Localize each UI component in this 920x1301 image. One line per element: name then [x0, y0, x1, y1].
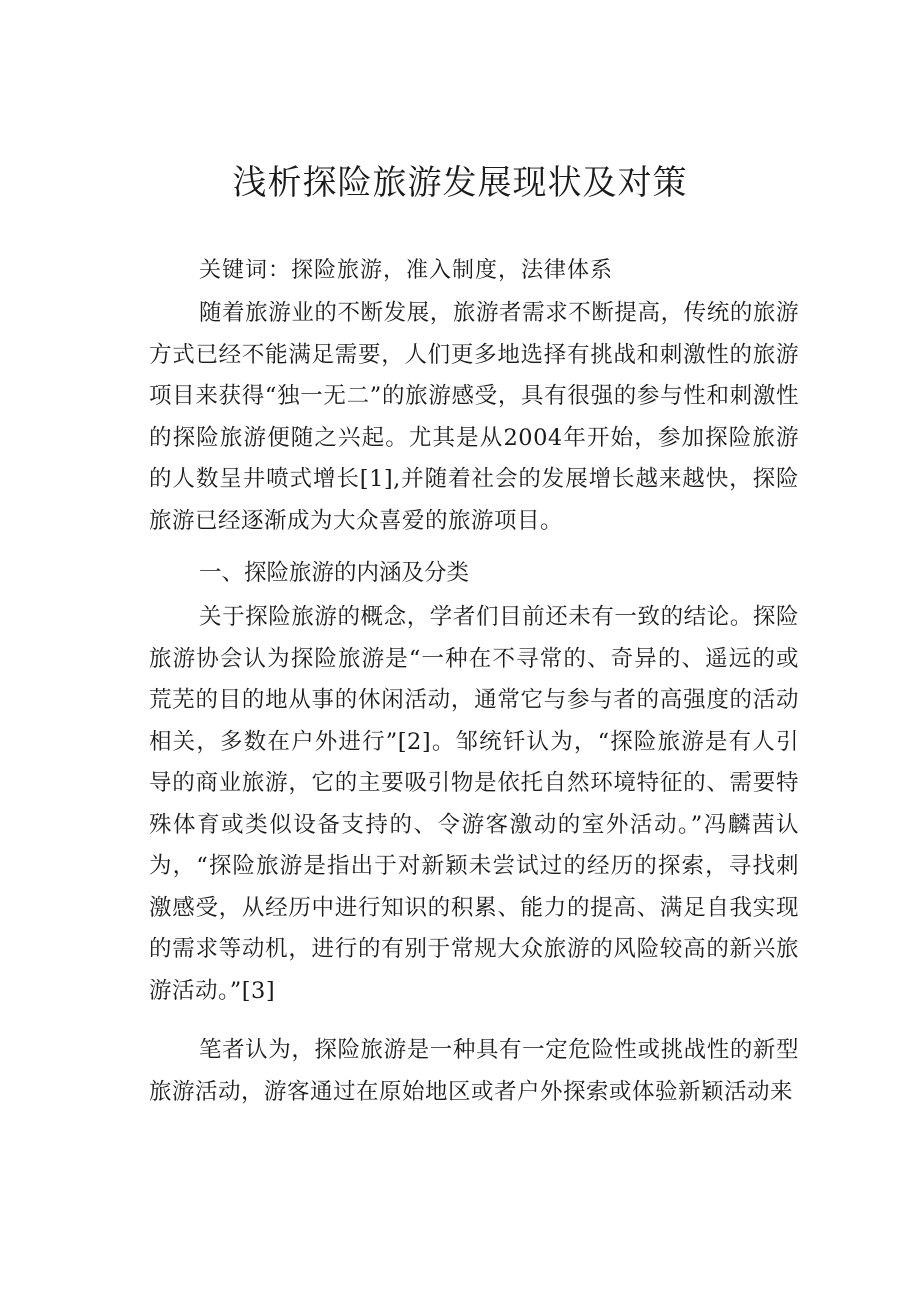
- document-title: 浅析探险旅游发展现状及对策: [232, 163, 688, 203]
- intro-paragraph: 随着旅游业的不断发展，旅游者需求不断提高，传统的旅游方式已经不能满足需要，人们更多地选择有挑战和刺激性的旅游项目来获得“独一无二”的旅游感受，具有很强的参与性和刺激性的探险旅游便随之兴起。尤其是从2004年开始，参加探险旅游的人数呈井喷式增长[1],并随着社会的发展增长越来越快，探险旅游已经逐渐成为大众喜爱的旅游项目。: [149, 300, 799, 534]
- keywords-line: 关键词：探险旅游，准入制度，法律体系: [199, 258, 614, 283]
- definition-paragraph: 关于探险旅游的概念，学者们目前还未有一致的结论。探险旅游协会认为探险旅游是“一种在不寻常的、奇异的、遥远的或荒芜的目的地从事的休闲活动，通常它与参与者的高强度的活动相关，多数在户外进行”[2]。邹统钎认为，“探险旅游是有人引导的商业旅游，它的主要吸引物是依托自然环境特征的、需要特殊体育或类似设备支持的、令游客激动的室外活动。”冯麟茜认为，“探险旅游是指出于对新颖未尝试过的经历的探索，寻找刺激感受，从经历中进行知识的积累、能力的提高、满足自我实现的需求等动机，进行的有别于常规大众旅游的风险较高的新兴旅游活动。”[3]: [149, 604, 799, 1004]
- section-heading: 一、探险旅游的内涵及分类: [199, 560, 470, 586]
- author-view-paragraph: 笔者认为，探险旅游是一种具有一定危险性或挑战性的新型旅游活动，游客通过在原始地区或者户外探索或体验新颖活动来: [149, 1037, 799, 1105]
